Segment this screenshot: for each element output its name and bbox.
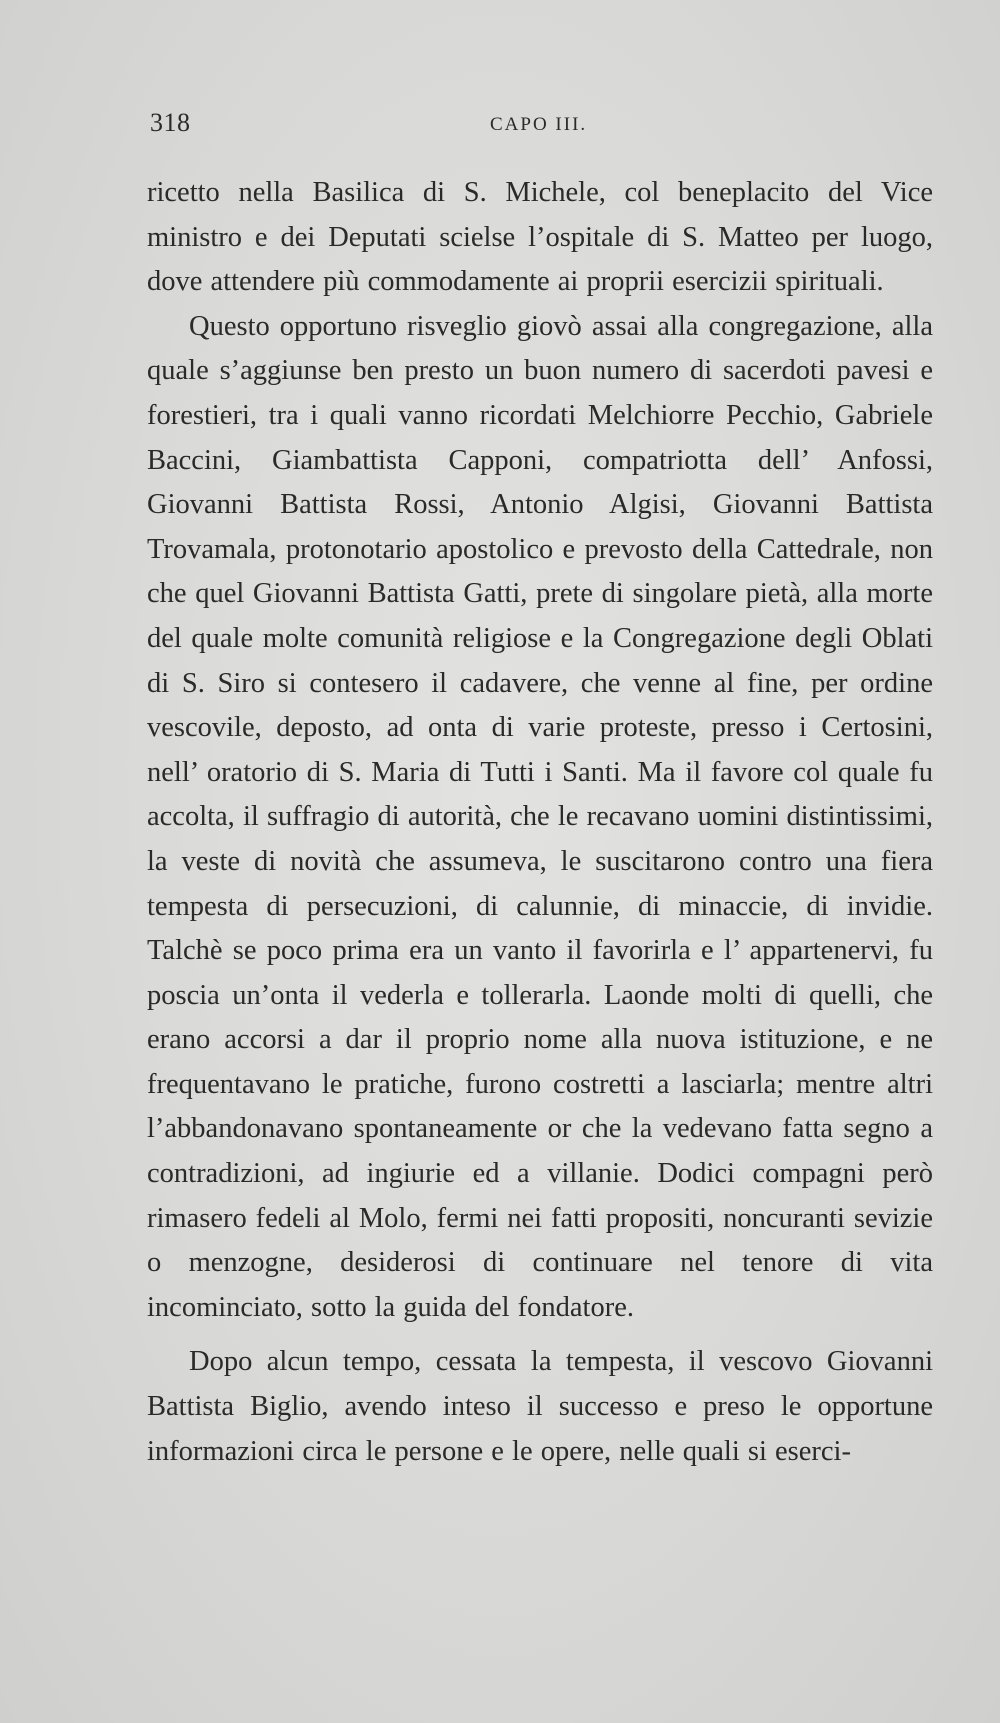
paragraph-continuation: ricetto nella Basilica di S. Michele, col beneplacito del Vice ministro e dei Deputati scielse l’ospitale di S. Matteo per luogo, dove attendere più commodamente ai proprii esercizii spirituali. bbox=[147, 177, 933, 298]
page-number: 318 bbox=[150, 108, 191, 137]
running-head: CAPO III. bbox=[490, 114, 588, 135]
paragraph: Questo opportuno risveglio giovò assai alla congregazione, alla quale s’aggiunse ben presto un buon numero di sacerdoti pavesi e forestieri, tra i quali vanno ricordati Melchiorre Pecchio, Gabriele Baccini, Giambattista Capponi, compatriotta dell’ Anfossi, Giovanni Battista Rossi, Antonio Algisi, Giovanni Battista Trovamala, protonotario apostolico e prevosto della Cattedrale, non che quel Giovanni Battista Gatti, prete di singolare pietà, alla morte del quale molte comunità religiose e la Congregazione degli Oblati di S. Siro si contesero il cadavere, che venne al fine, per ordine vescovile, deposto, ad onta di varie proteste, presso i Certosini, nell’ oratorio di S. Maria di Tutti i Santi. Ma il favore col quale fu accolta, il suffragio di autorità, che le recavano uomini distintissimi, la veste di novità che assumeva, le suscitarono contro una fiera tempesta di persecuzioni, di calunnie, di minaccie, di invidie. Talchè se poco prima era un vanto il favorirla e l’ appartenervi, fu poscia un’onta il vederla e tollerarla. Laonde molti di quelli, che erano accorsi a dar il proprio nome alla nuova istituzione, e ne frequentavano le pratiche, furono costretti a lasciarla; mentre altri l’abbandonavano spontaneamente or che la vedevano fatta segno a contradizioni, ad ingiurie ed a villanie. Dodici compagni però rimasero fedeli al Molo, fermi nei fatti propositi, noncuranti sevizie o menzogne, desiderosi di continuare nel tenore di vita incominciato, sotto la guida del fondatore. bbox=[147, 310, 933, 1323]
paragraph: Dopo alcun tempo, cessata la tempesta, il vescovo Giovanni Battista Biglio, avendo inteso il successo e preso le opportune informazioni circa le persone e le opere, nelle quali si eserci- bbox=[147, 1346, 933, 1467]
body-text bbox=[147, 171, 933, 1474]
page-header bbox=[150, 108, 930, 148]
